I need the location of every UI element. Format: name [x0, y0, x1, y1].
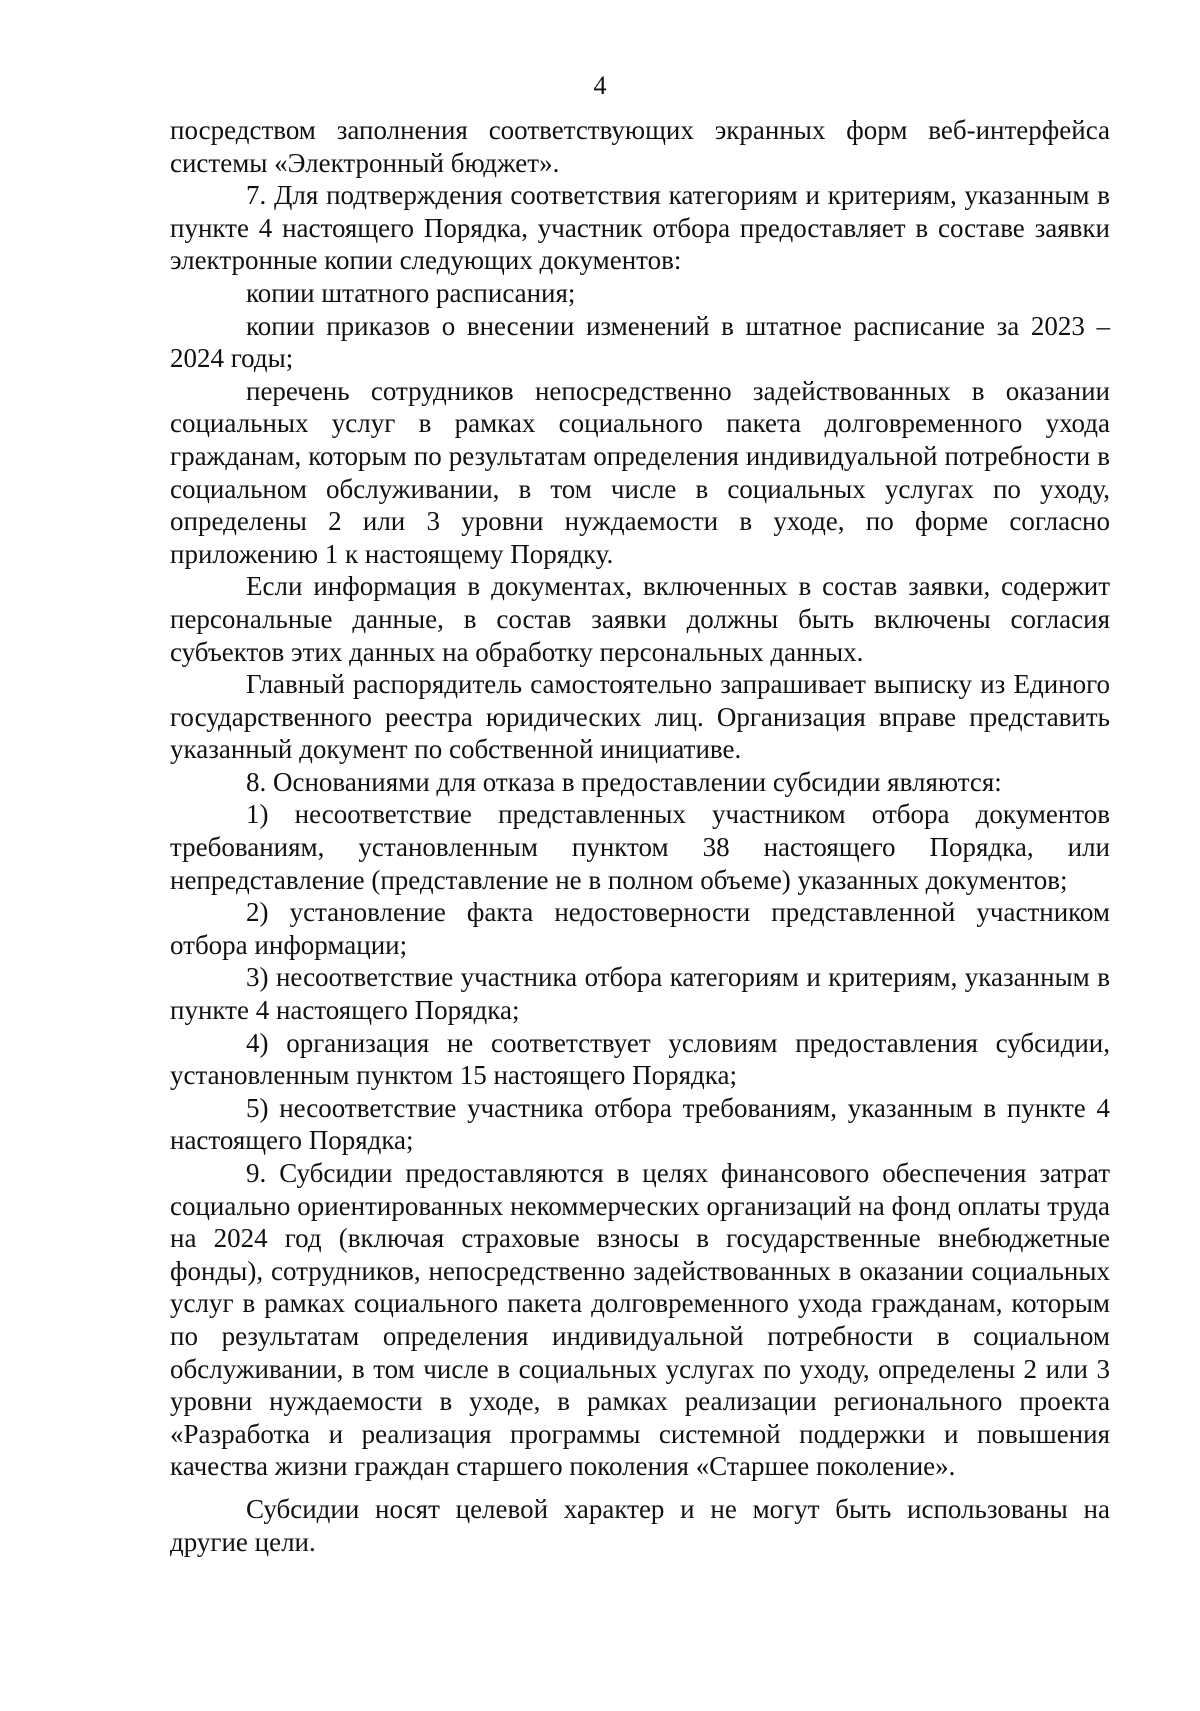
paragraph-item-8: 8. Основаниями для отказа в предоставлении субсидии являются:: [246, 766, 1002, 797]
page-number: 4: [593, 71, 607, 100]
paragraph-item-7: 7. Для подтверждения соответствия категориям и критериям, указанным в пункте 4 настоящего Порядка, участник отбора предоставляет в составе заявки электронные копии следующих документов:: [170, 180, 1110, 276]
paragraph-target-purpose: Субсидии носят целевой характер и не могут быть использованы на другие цели.: [170, 1493, 1110, 1557]
paragraph-registry-extract: Главный распорядитель самостоятельно запрашивает выписку из Единого государственного реестра юридических лиц. Организация вправе представить указанный документ по собственной инициативе.: [170, 669, 1110, 765]
paragraph-refusal-1: 1) несоответствие представленных участником отбора документов требованиям, установленным пунктом 38 настоящего Порядка, или непредставление (представление не в полном объеме) указанных документов;: [170, 799, 1110, 895]
paragraph-refusal-4: 4) организация не соответствует условиям предоставления субсидии, установленным пунктом 15 настоящего Порядка;: [170, 1027, 1110, 1091]
paragraph-personal-data: Если информация в документах, включенных в состав заявки, содержит персональные данные, в состав заявки должны быть включены согласия субъектов этих данных на обработку персональных данных.: [170, 571, 1110, 667]
paragraph-employee-list: перечень сотрудников непосредственно задействованных в оказании социальных услуг в рамках социального пакета долговременного ухода гражданам, которым по результатам определения индивидуальной потребности в социальном обслуживании, в том числе в социальных услугах по уходу, определены 2 или 3 уровни нуждаемости в уходе, по форме согласно приложению 1 к настоящему Порядку.: [170, 375, 1110, 569]
document-body: [170, 114, 1110, 1558]
paragraph-staff-schedule: копии штатного расписания;: [246, 277, 576, 308]
paragraph-refusal-2: 2) установление факта недостоверности представленной участником отбора информации;: [170, 897, 1110, 960]
paragraph-continuation: посредством заполнения соответствующих экранных форм веб-интерфейса системы «Электронный бюджет».: [170, 115, 1110, 178]
paragraph-refusal-3: 3) несоответствие участника отбора категориям и критериям, указанным в пункте 4 настоящего Порядка;: [170, 962, 1110, 1026]
paragraph-item-9: 9. Субсидии предоставляются в целях финансового обеспечения затрат социально ориентированных некоммерческих организаций на фонд оплаты труда на 2024 год (включая страховые взносы в государственные внебюджетные фонды), сотрудников, непосредственно задействованных в оказании социальных услуг в рамках социального пакета долговременного ухода гражданам, которым по результатам определения индивидуальной потребности в социальном обслуживании, в том числе в социальных услугах по уходу, определены 2 или 3 уровни нуждаемости в уходе, в рамках реализации регионального проекта «Разработка и реализация программы системной поддержки и повышения качества жизни граждан старшего поколения «Старшее поколение».: [170, 1158, 1110, 1482]
paragraph-orders-copies: копии приказов о внесении изменений в штатное расписание за 2023 – 2024 годы;: [170, 310, 1110, 374]
paragraph-refusal-5: 5) несоответствие участника отбора требованиям, указанным в пункте 4 настоящего Порядка;: [170, 1092, 1110, 1156]
